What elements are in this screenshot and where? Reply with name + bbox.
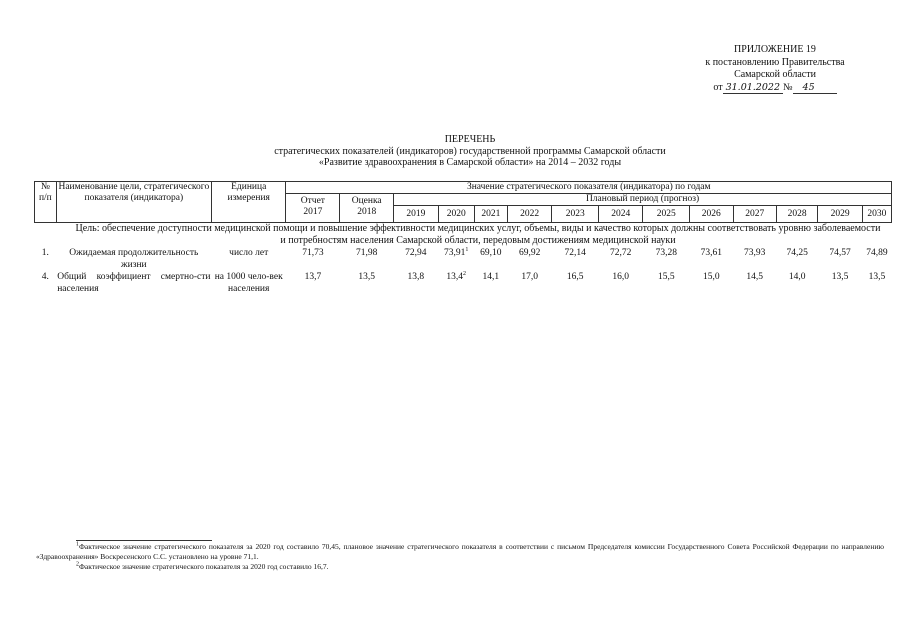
row-plan-value: 69,10 bbox=[480, 248, 502, 258]
document-heading bbox=[150, 134, 790, 169]
row-unit: на 1000 чело-век населения bbox=[214, 272, 283, 294]
header-year: 2029 bbox=[818, 206, 863, 223]
row-plan-value: 73,91 bbox=[444, 248, 466, 258]
row-plan-value: 15,5 bbox=[657, 272, 675, 282]
header-year: 2022 bbox=[507, 206, 552, 223]
appendix-line3: Самарской области bbox=[734, 69, 816, 80]
row-plan-value: 69,92 bbox=[518, 248, 541, 258]
row-plan-value: 74,57 bbox=[829, 248, 851, 258]
header-report-label: Отчет bbox=[300, 196, 325, 206]
row-plan-value: 73,93 bbox=[744, 248, 766, 258]
footnote-separator bbox=[76, 540, 212, 541]
row-plan-value: 73,28 bbox=[655, 248, 677, 258]
row-plan-value-footnoted bbox=[438, 271, 474, 295]
table-row bbox=[35, 247, 892, 271]
header-values: Значение стратегического показателя (индикатора) по годам bbox=[286, 182, 892, 194]
appendix-signature-line bbox=[685, 82, 865, 95]
row-report: 13,7 bbox=[304, 272, 322, 282]
row-plan-value: 72,72 bbox=[610, 248, 632, 258]
header-report bbox=[286, 194, 340, 223]
row-report: 71,73 bbox=[302, 248, 324, 258]
footnote-2 bbox=[36, 562, 884, 572]
row-plan-value: 13,5 bbox=[868, 272, 886, 282]
row-plan-value: 14,1 bbox=[482, 272, 500, 282]
header-year: 2023 bbox=[552, 206, 599, 223]
row-plan-value: 15,0 bbox=[702, 272, 720, 282]
document-subtitle-2: «Развитие здравоохранения в Самарской области» на 2014 – 2032 годы bbox=[318, 157, 622, 168]
row-plan-value: 72,14 bbox=[564, 248, 586, 258]
header-year: 2024 bbox=[598, 206, 643, 223]
footnote-1 bbox=[36, 542, 884, 562]
row-name: Общий коэффициент смертно-сти населения bbox=[57, 272, 211, 294]
indicators-table bbox=[34, 181, 892, 295]
row-plan-value: 72,94 bbox=[405, 248, 427, 258]
footnote-1-text: Фактическое значение стратегического показателя за 2020 год составило 70,45, плановое значение стратегического показателя в соответствии с письмом Председателя комиссии Государственного Совета Российской Федерации по направлению «Здравоохранения» Воскресенского С.С. установлено на уровне 71,1. bbox=[36, 542, 884, 561]
header-estimate bbox=[340, 194, 394, 223]
goal-text: Цель: обеспечение доступности медицинской помощи и повышение эффективности медицинских услуг, объемы, виды и качество которых должны соответствовать уровню заболеваемости и потребностям населения Самарской области, передовым достижениям медицинской науки bbox=[75, 223, 881, 246]
row-plan-value: 14,5 bbox=[746, 272, 764, 282]
row-estimate: 71,98 bbox=[356, 248, 378, 258]
row-plan-value: 13,5 bbox=[831, 272, 849, 282]
header-plan: Плановый период (прогноз) bbox=[394, 194, 892, 206]
appendix-title: ПРИЛОЖЕНИЕ 19 bbox=[734, 44, 816, 55]
appendix-block bbox=[685, 44, 865, 94]
footnote-1-mark: 1 bbox=[76, 541, 79, 548]
row-plan-value: 74,25 bbox=[786, 248, 808, 258]
row-unit: число лет bbox=[229, 248, 269, 258]
table-row bbox=[35, 271, 892, 295]
header-year: 2030 bbox=[862, 206, 891, 223]
handwritten-number: 45 bbox=[793, 82, 837, 94]
row-no: 4. bbox=[41, 272, 49, 282]
row-plan-value-footnoted bbox=[438, 247, 474, 271]
row-plan-value: 17,0 bbox=[521, 272, 538, 282]
row-plan-value: 14,0 bbox=[788, 272, 806, 282]
row-plan-value: 74,89 bbox=[866, 248, 888, 258]
row-plan-value: 16,0 bbox=[612, 272, 630, 282]
row-plan-value: 13,4 bbox=[446, 272, 464, 282]
goal-row bbox=[35, 223, 892, 248]
number-label: № bbox=[783, 81, 793, 93]
header-estimate-label: Оценка bbox=[351, 196, 382, 206]
header-no: № п/п bbox=[35, 182, 57, 223]
row-name: Ожидаемая продолжительность жизни bbox=[69, 248, 199, 270]
header-year: 2019 bbox=[394, 206, 439, 223]
document-title: ПЕРЕЧЕНЬ bbox=[444, 134, 496, 145]
header-year: 2027 bbox=[733, 206, 776, 223]
header-year: 2020 bbox=[438, 206, 474, 223]
document-subtitle-1: стратегических показателей (индикаторов) государственной программы Самарской области bbox=[274, 145, 666, 157]
footnote-mark: 2 bbox=[463, 270, 467, 277]
header-estimate-year: 2018 bbox=[357, 207, 377, 217]
header-year: 2021 bbox=[474, 206, 507, 223]
appendix-line2: к постановлению Правительства bbox=[705, 56, 845, 68]
row-plan-value: 73,61 bbox=[700, 248, 722, 258]
handwritten-date: 31.01.2022 bbox=[723, 82, 783, 94]
row-estimate: 13,5 bbox=[358, 272, 375, 282]
header-report-year: 2017 bbox=[303, 207, 323, 217]
header-unit: Единица измерения bbox=[211, 182, 286, 223]
header-name: Наименование цели, стратегического показателя (индикатора) bbox=[56, 182, 211, 223]
header-year: 2028 bbox=[776, 206, 817, 223]
row-no: 1. bbox=[41, 248, 49, 258]
header-year: 2026 bbox=[690, 206, 733, 223]
row-plan-value: 13,8 bbox=[407, 272, 425, 282]
footnote-mark: 1 bbox=[465, 246, 469, 253]
header-year: 2025 bbox=[643, 206, 690, 223]
footnote-2-mark: 2 bbox=[76, 561, 79, 568]
row-plan-value: 16,5 bbox=[566, 272, 584, 282]
from-label: от bbox=[713, 81, 723, 93]
footnote-2-text: Фактическое значение стратегического показателя за 2020 год составило 16,7. bbox=[79, 562, 329, 571]
footnotes bbox=[36, 540, 884, 572]
